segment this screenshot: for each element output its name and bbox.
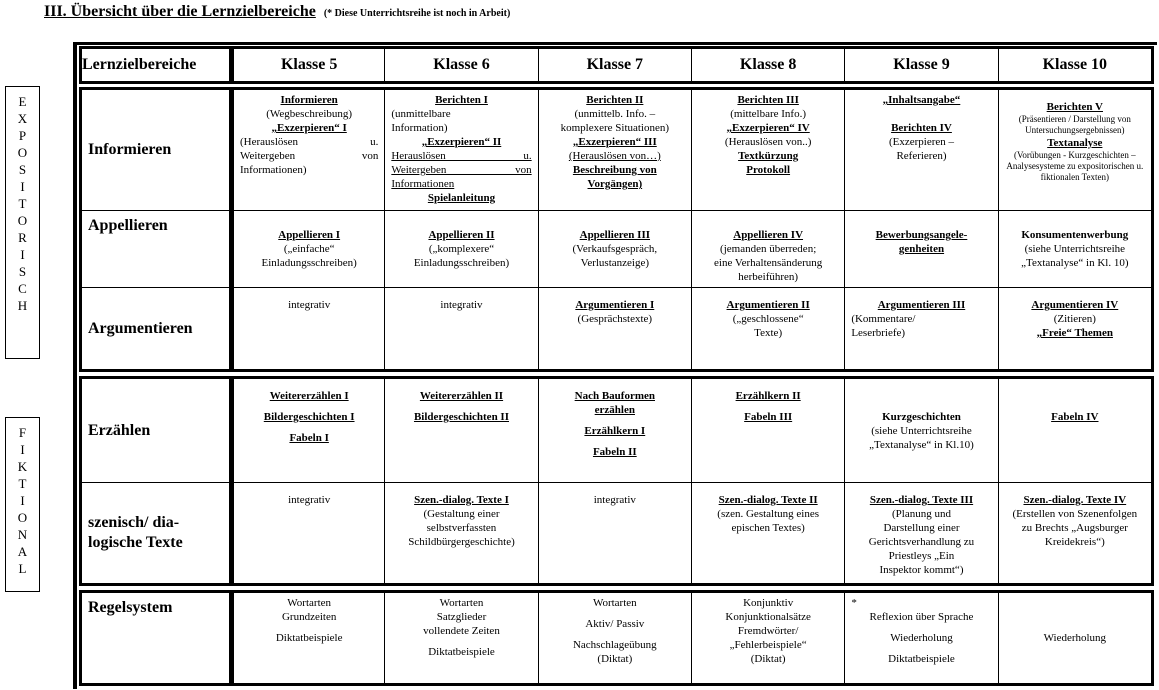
cell-appellieren-k10: Konsumentenwerbung (siehe Unterrichtsreihe „Textanalyse“ in Kl. 10) (998, 211, 1151, 288)
regelsystem-table (81, 592, 1152, 684)
table-row (82, 288, 1152, 370)
cell-appellieren-k7: Appellieren III (Verkaufsgespräch, Verlustanzeige) (538, 211, 691, 288)
cell-informieren-k10: Berichten V (Präsentieren / Darstellung von Untersuchungsergebnissen) Textanalyse (Vorübungen - Kurzgeschichten – Analysesysteme zu expositorischen u. fiktionalen Texten) (998, 90, 1151, 211)
regelsystem-band (79, 590, 1154, 686)
cell-szenisch-k8: Szen.-dialog. Texte II (szen. Gestaltung eines epischen Textes) (691, 483, 844, 584)
cell-szenisch-k10: Szen.-dialog. Texte IV (Erstellen von Szenenfolgen zu Brechts „Augsburger Kreidekreis“) (998, 483, 1151, 584)
header-row (82, 49, 1152, 82)
table-row (82, 483, 1152, 584)
page-title (44, 3, 510, 21)
header-table (81, 48, 1152, 82)
header-klasse-5: Klasse 5 (232, 49, 385, 82)
header-klasse-8: Klasse 8 (691, 49, 844, 82)
cell-regelsystem-k5: Wortarten Grundzeiten Diktatbeispiele (232, 593, 385, 684)
cell-argumentieren-k8: Argumentieren II („geschlossene“ Texte) (691, 288, 844, 370)
header-corner: Lernzielbereiche (82, 49, 232, 82)
cell-szenisch-k6: Szen.-dialog. Texte I (Gestaltung einer selbstverfassten Schildbürgergeschichte) (385, 483, 538, 584)
cell-regelsystem-k10: Wiederholung (998, 593, 1151, 684)
cell-erzaehlen-k9: Kurzgeschichten (siehe Unterrichtsreihe „Textanalyse“ in Kl.10) (845, 379, 998, 483)
cell-informieren-k9: „Inhaltsangabe“ Berichten IV (Exzerpieren – Referieren) (845, 90, 998, 211)
cell-appellieren-k8: Appellieren IV (jemanden überreden; eine Verhaltensänderung herbeiführen) (691, 211, 844, 288)
table-row (82, 379, 1152, 483)
header-band (79, 46, 1154, 84)
cell-erzaehlen-k8: Erzählkern II Fabeln III (691, 379, 844, 483)
fiktional-band (79, 376, 1154, 586)
row-label-regelsystem: Regelsystem (82, 593, 232, 684)
cell-informieren-k8: Berichten III (mittelbare Info.) „Exzerpieren“ IV (Herauslösen von..) Textkürzung Protokoll (691, 90, 844, 211)
cell-argumentieren-k7: Argumentieren I (Gesprächstexte) (538, 288, 691, 370)
header-klasse-10: Klasse 10 (998, 49, 1151, 82)
cell-erzaehlen-k10: Fabeln IV (998, 379, 1151, 483)
table-row (82, 90, 1152, 211)
cell-szenisch-k5: integrativ (232, 483, 385, 584)
header-klasse-6: Klasse 6 (385, 49, 538, 82)
row-label-informieren: Informieren (82, 90, 232, 211)
cell-argumentieren-k9: Argumentieren III (Kommentare/ Leserbriefe) (845, 288, 998, 370)
cell-erzaehlen-k7: Nach Bauformen erzählen Erzählkern I Fabeln II (538, 379, 691, 483)
cell-regelsystem-k8: Konjunktiv Konjunktionalsätze Fremdwörter/ „Fehlerbeispiele“ (Diktat) (691, 593, 844, 684)
expositorisch-band (79, 87, 1154, 372)
title-main: III. Übersicht über die Lernzielbereiche (44, 3, 316, 20)
table-row (82, 593, 1152, 684)
cell-appellieren-k6: Appellieren II („komplexere“ Einladungsschreiben) (385, 211, 538, 288)
header-klasse-7: Klasse 7 (538, 49, 691, 82)
cell-argumentieren-k5: integrativ (232, 288, 385, 370)
cell-regelsystem-k9: * Reflexion über Sprache Wiederholung Diktatbeispiele (845, 593, 998, 684)
cell-regelsystem-k7: Wortarten Aktiv/ Passiv Nachschlageübung (Diktat) (538, 593, 691, 684)
row-label-argumentieren: Argumentieren (82, 288, 232, 370)
title-note: (* Diese Unterrichtsreihe ist noch in Arbeit) (323, 8, 511, 19)
cell-szenisch-k9: Szen.-dialog. Texte III (Planung und Darstellung einer Gerichtsverhandlung zu Priestleys „Ein Inspektor kommt“) (845, 483, 998, 584)
header-klasse-9: Klasse 9 (845, 49, 998, 82)
cell-erzaehlen-k5: Weitererzählen I Bildergeschichten I Fabeln I (232, 379, 385, 483)
cell-argumentieren-k6: integrativ (385, 288, 538, 370)
cell-regelsystem-k6: Wortarten Satzglieder vollendete Zeiten Diktatbeispiele (385, 593, 538, 684)
side-label-expositorisch: E X P O S I T O R I S C H (5, 86, 40, 359)
expositorisch-table (81, 89, 1152, 370)
side-label-fiktional: F I K T I O N A L (5, 417, 40, 592)
cell-erzaehlen-k6: Weitererzählen II Bildergeschichten II (385, 379, 538, 483)
fiktional-table (81, 378, 1152, 584)
cell-appellieren-k5: Appellieren I („einfache“ Einladungsschreiben) (232, 211, 385, 288)
row-label-szenisch: szenisch/ dia- logische Texte (82, 483, 232, 584)
row-label-erzaehlen: Erzählen (82, 379, 232, 483)
cell-szenisch-k7: integrativ (538, 483, 691, 584)
row-label-appellieren: Appellieren (82, 211, 232, 288)
cell-appellieren-k9: Bewerbungsangele- genheiten (845, 211, 998, 288)
cell-informieren-k6: Berichten I (unmittelbare Information) „Exzerpieren“ II Herauslösen u. Weitergeben von Informationen Spielanleitung (385, 90, 538, 211)
cell-informieren-k5: Informieren (Wegbeschreibung) „Exzerpieren“ I (Herauslösen u. Weitergeben von Informationen) (232, 90, 385, 211)
table-row (82, 211, 1152, 288)
cell-argumentieren-k10: Argumentieren IV (Zitieren) „Freie“ Themen (998, 288, 1151, 370)
cell-informieren-k7: Berichten II (unmittelb. Info. – komplexere Situationen) „Exzerpieren“ III (Herauslösen von…) Beschreibung von Vorgängen) (538, 90, 691, 211)
